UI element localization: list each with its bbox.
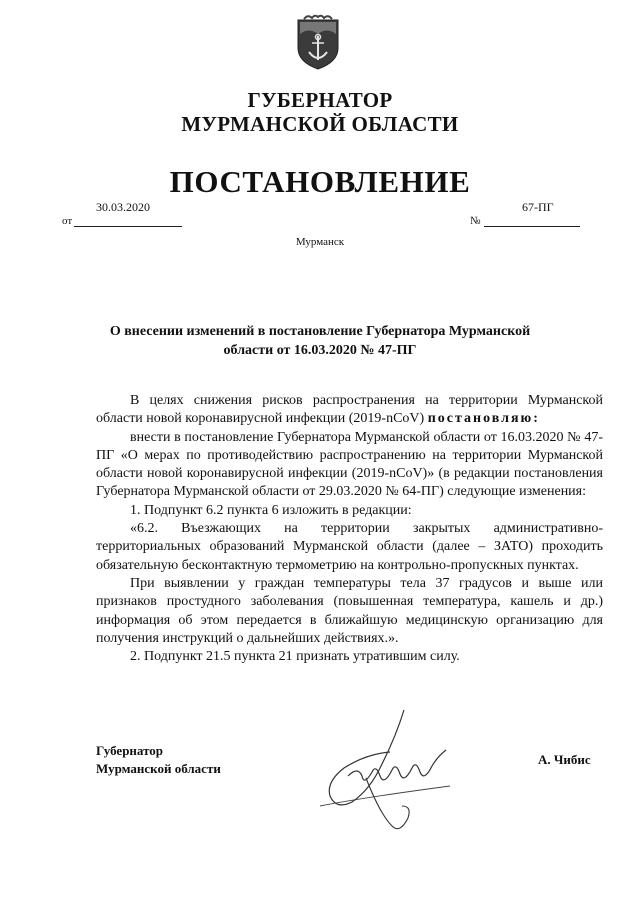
document-body bbox=[96, 392, 603, 666]
subject-line1: О внесении изменений в постановление Губернатора Мурманской bbox=[109, 324, 531, 339]
preamble-text: В целях снижения рисков распространения на территории Мурманской области новой коронавирусной инфекции (2019-nCoV) bbox=[96, 393, 603, 427]
body-paragraph-5: При выявлении у граждан температуры тела 37 градусов и выше или признаков простудного заболевания (повышенная температура, кашель и др.) информация об этом передается в ближайшую медицинскую организацию для получения инструкций о дальнейших действиях.». bbox=[96, 575, 603, 646]
body-paragraph-4: «6.2. Въезжающих на территории закрытых административно-территориальных образований Мурманской области (далее – ЗАТО) проходить обязательную бесконтактную термометрию на контрольно-пропускных пунктах. bbox=[96, 521, 603, 573]
number-underline bbox=[484, 226, 580, 227]
body-paragraph-2: внести в постановление Губернатора Мурманской области от 16.03.2020 № 47-ПГ «О мерах по противодействию распространению на территории Мурманской области новой коронавирусной инфекции (2019-nCoV)» (в редакции постановления Губернатора Мурманской области от 29.03.2020 № 64-ПГ) следующие изменения: bbox=[96, 429, 603, 500]
date-underline bbox=[74, 226, 182, 227]
body-paragraph-6: 2. Подпункт 21.5 пункта 21 признать утратившим силу. bbox=[130, 649, 460, 665]
signatory-position-line1: Губернатор bbox=[96, 743, 164, 758]
document-subject bbox=[96, 322, 544, 360]
date-prefix: от bbox=[62, 215, 73, 227]
signatory-position-line2: Мурманской области bbox=[96, 761, 221, 776]
city: Мурманск bbox=[295, 236, 345, 248]
handwritten-signature bbox=[300, 706, 480, 856]
issuer-title bbox=[0, 88, 640, 136]
coat-of-arms-emblem bbox=[296, 14, 340, 70]
decree-word: постановляю: bbox=[427, 411, 540, 427]
signatory-position bbox=[96, 742, 221, 778]
document-type: ПОСТАНОВЛЕНИЕ bbox=[169, 164, 471, 199]
number-prefix: № bbox=[470, 215, 481, 227]
body-paragraph-3: 1. Подпункт 6.2 пункта 6 изложить в редакции: bbox=[130, 502, 412, 518]
document-date: 30.03.2020 bbox=[96, 200, 150, 214]
body-paragraph-1 bbox=[96, 392, 603, 429]
document-number: 67-ПГ bbox=[522, 200, 554, 214]
issuer-title-line1: ГУБЕРНАТОР bbox=[247, 88, 393, 112]
issuer-title-line2: МУРМАНСКОЙ ОБЛАСТИ bbox=[181, 112, 459, 136]
signatory-name: А. Чибис bbox=[538, 752, 591, 767]
subject-line2: области от 16.03.2020 № 47-ПГ bbox=[223, 343, 417, 358]
